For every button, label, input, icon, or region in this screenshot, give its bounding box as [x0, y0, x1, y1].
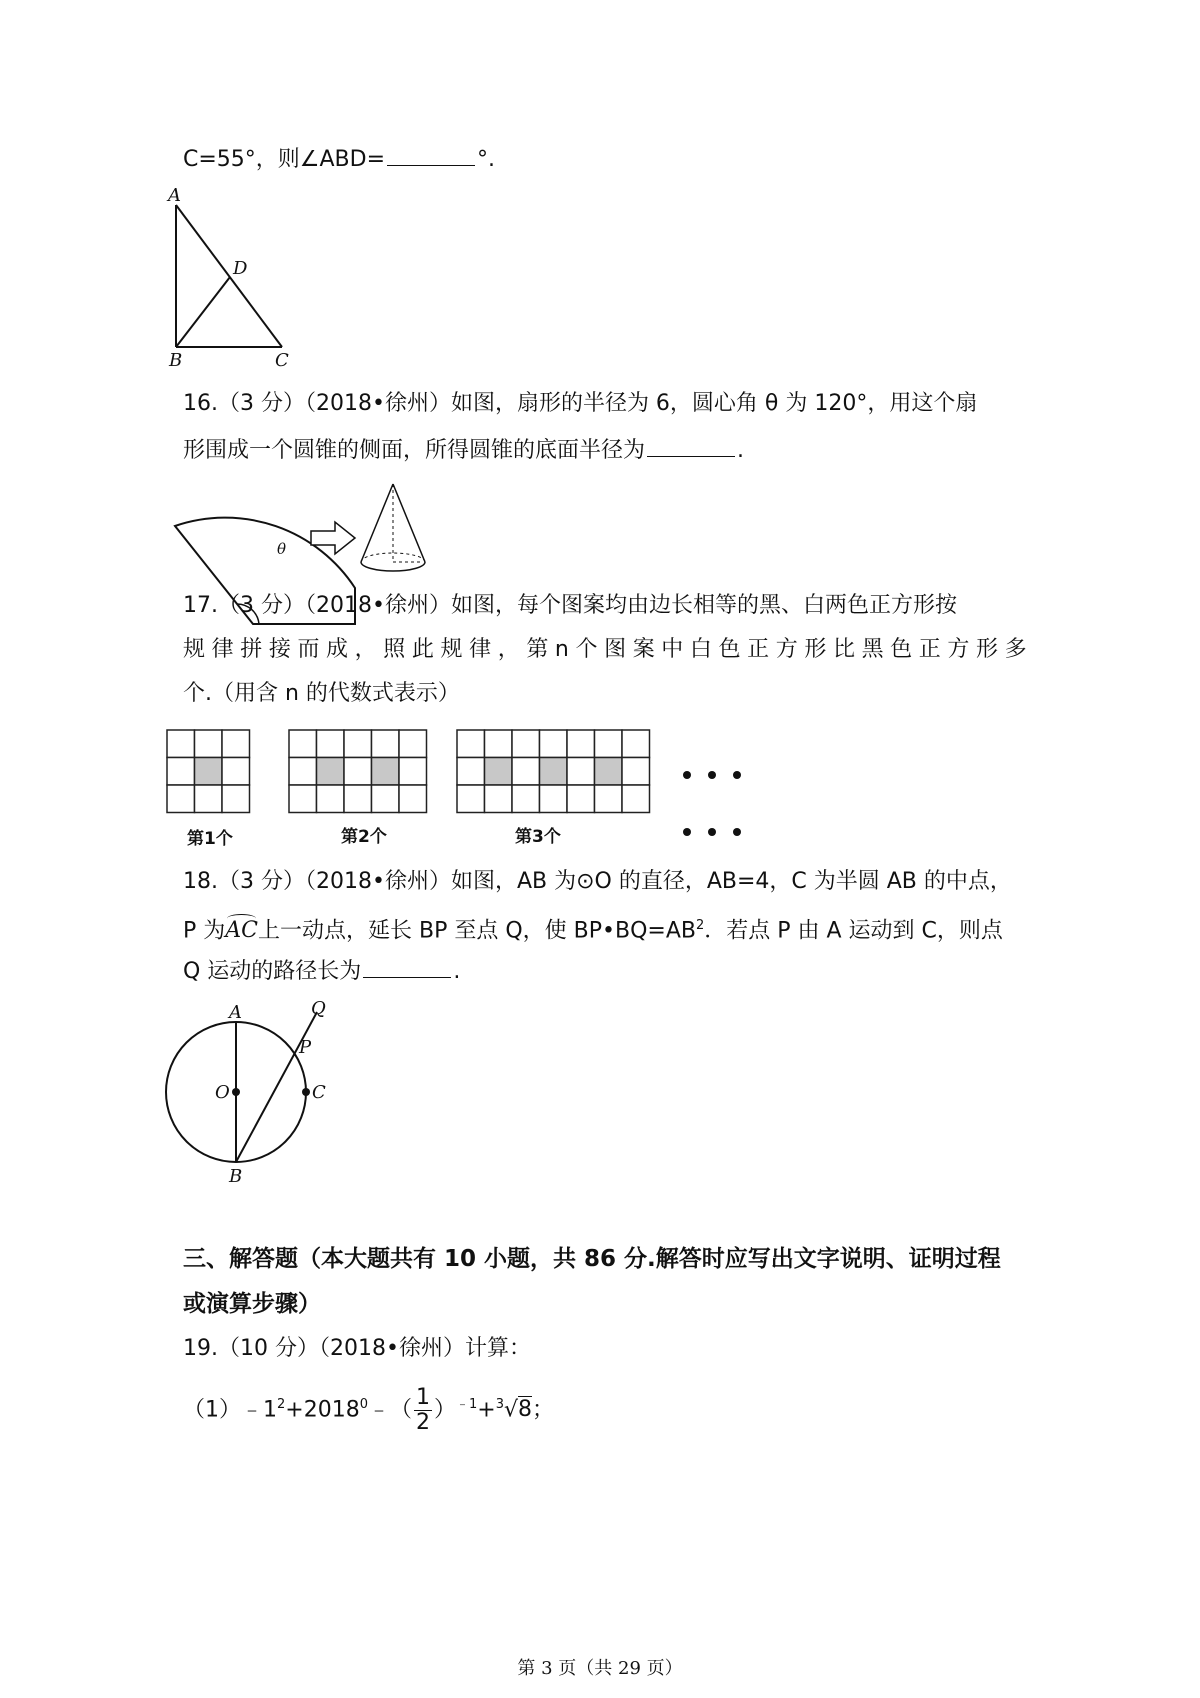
- white-square: [222, 730, 250, 758]
- white-square: [595, 785, 623, 813]
- white-square: [317, 730, 345, 758]
- white-square: [457, 730, 485, 758]
- white-square: [372, 785, 400, 813]
- q15-triangle-figure: [165, 188, 305, 370]
- white-square: [222, 758, 250, 786]
- ellipsis-dot: [683, 771, 691, 779]
- white-square: [540, 730, 568, 758]
- q18-line3: Q 运动的路径长为 .: [183, 955, 460, 987]
- q18-answer-blank[interactable]: [363, 955, 451, 978]
- label-D: D: [233, 258, 248, 279]
- q19-part1: $(1)﹣1^2+2018^0﹣$（ $\frac{1}{2}$ ）$^{﹣1}$+$^3$√8；: [183, 1384, 555, 1435]
- arc-AC: AC: [225, 916, 258, 946]
- ellipsis-dot: [708, 828, 716, 836]
- q15-answer-blank[interactable]: [387, 143, 475, 166]
- white-square: [399, 785, 427, 813]
- white-square: [289, 758, 317, 786]
- white-square: [167, 785, 195, 813]
- white-square: [399, 758, 427, 786]
- pattern-caption-1: 第1个: [187, 829, 233, 849]
- shaded-square: [595, 758, 623, 786]
- point-C: [302, 1088, 310, 1096]
- white-square: [317, 785, 345, 813]
- white-square: [485, 785, 513, 813]
- shaded-square: [540, 758, 568, 786]
- shaded-square: [317, 758, 345, 786]
- white-square: [512, 758, 540, 786]
- white-square: [457, 785, 485, 813]
- radical-icon: √: [504, 1397, 519, 1423]
- white-square: [372, 730, 400, 758]
- section3-heading-line2: 或演算步骤）: [183, 1291, 321, 1317]
- white-square: [222, 785, 250, 813]
- white-square: [595, 730, 623, 758]
- label-A: A: [229, 1002, 242, 1023]
- shaded-square: [372, 758, 400, 786]
- q18-line1: 18.（3 分）（2018•徐州）如图，AB 为⊙O 的直径，AB=4，C 为半圆 AB 的中点，: [183, 869, 1012, 894]
- arrow-right-icon: [311, 522, 355, 554]
- q17-line2: 规 律 拼 接 而 成 ， 照 此 规 律 ， 第 n 个 图 案 中 白 色 正 方 形 比 黑 色 正 方 形 多: [183, 637, 1027, 662]
- q19-line1: 19.（10 分）（2018•徐州）计算：: [183, 1336, 531, 1361]
- pattern-caption-3: 第3个: [515, 827, 561, 847]
- page-footer: 第 3 页（共 29 页）: [517, 1658, 683, 1679]
- pattern-caption-2: 第2个: [341, 827, 387, 847]
- label-A: A: [168, 188, 181, 206]
- white-square: [567, 758, 595, 786]
- pattern-3: [457, 730, 650, 813]
- ellipsis-dot: [733, 828, 741, 836]
- white-square: [289, 785, 317, 813]
- white-square: [399, 730, 427, 758]
- white-square: [540, 785, 568, 813]
- white-square: [457, 758, 485, 786]
- ellipsis-dot: [708, 771, 716, 779]
- q18-line2: P 为AC上一动点，延长 BP 至点 Q，使 $BP•BQ=AB^2$．若点 P 由 A 运动到 C，则点: [183, 911, 1003, 946]
- shaded-square: [195, 758, 223, 786]
- white-square: [567, 785, 595, 813]
- q17-line1: 17.（3 分）（2018•徐州）如图，每个图案均由边长相等的黑、白两色正方形按: [183, 593, 957, 618]
- label-Q: Q: [311, 998, 326, 1019]
- white-square: [622, 758, 650, 786]
- ellipsis-dot: [683, 828, 691, 836]
- white-square: [344, 758, 372, 786]
- label-C: C: [275, 350, 289, 370]
- label-P: P: [299, 1037, 312, 1058]
- pattern-2: [289, 730, 427, 813]
- fraction-one-half: $\frac{1}{2}$: [416, 1384, 430, 1435]
- white-square: [289, 730, 317, 758]
- q18-circle-figure: [165, 996, 365, 1196]
- white-square: [167, 730, 195, 758]
- q16-answer-blank[interactable]: [647, 434, 735, 457]
- white-square: [195, 730, 223, 758]
- q15-text: C=55°，则∠ABD= °.: [183, 143, 495, 175]
- white-square: [167, 758, 195, 786]
- white-square: [512, 785, 540, 813]
- q17-pattern-figure: [165, 720, 815, 850]
- theta-label: θ: [277, 540, 287, 558]
- q17-line3: 个.（用含 n 的代数式表示）: [183, 681, 460, 706]
- shaded-square: [485, 758, 513, 786]
- white-square: [195, 785, 223, 813]
- q16-line2: 形围成一个圆锥的侧面，所得圆锥的底面半径为 .: [183, 434, 744, 466]
- label-B: B: [229, 1166, 243, 1187]
- label-B: B: [169, 350, 183, 370]
- section3-heading-line1: 三、解答题（本大题共有 10 小题，共 86 分.解答时应写出文字说明、证明过程: [183, 1246, 1001, 1272]
- pattern-1: [167, 730, 250, 813]
- ellipsis-dot: [733, 771, 741, 779]
- label-C: C: [312, 1082, 326, 1103]
- white-square: [567, 730, 595, 758]
- white-square: [485, 730, 513, 758]
- q16-line1: 16.（3 分）（2018•徐州）如图，扇形的半径为 6，圆心角 θ 为 120°，用这个扇: [183, 391, 978, 416]
- white-square: [622, 730, 650, 758]
- white-square: [622, 785, 650, 813]
- white-square: [344, 785, 372, 813]
- center-point-O: [232, 1088, 240, 1096]
- white-square: [344, 730, 372, 758]
- label-O: O: [215, 1082, 230, 1103]
- white-square: [512, 730, 540, 758]
